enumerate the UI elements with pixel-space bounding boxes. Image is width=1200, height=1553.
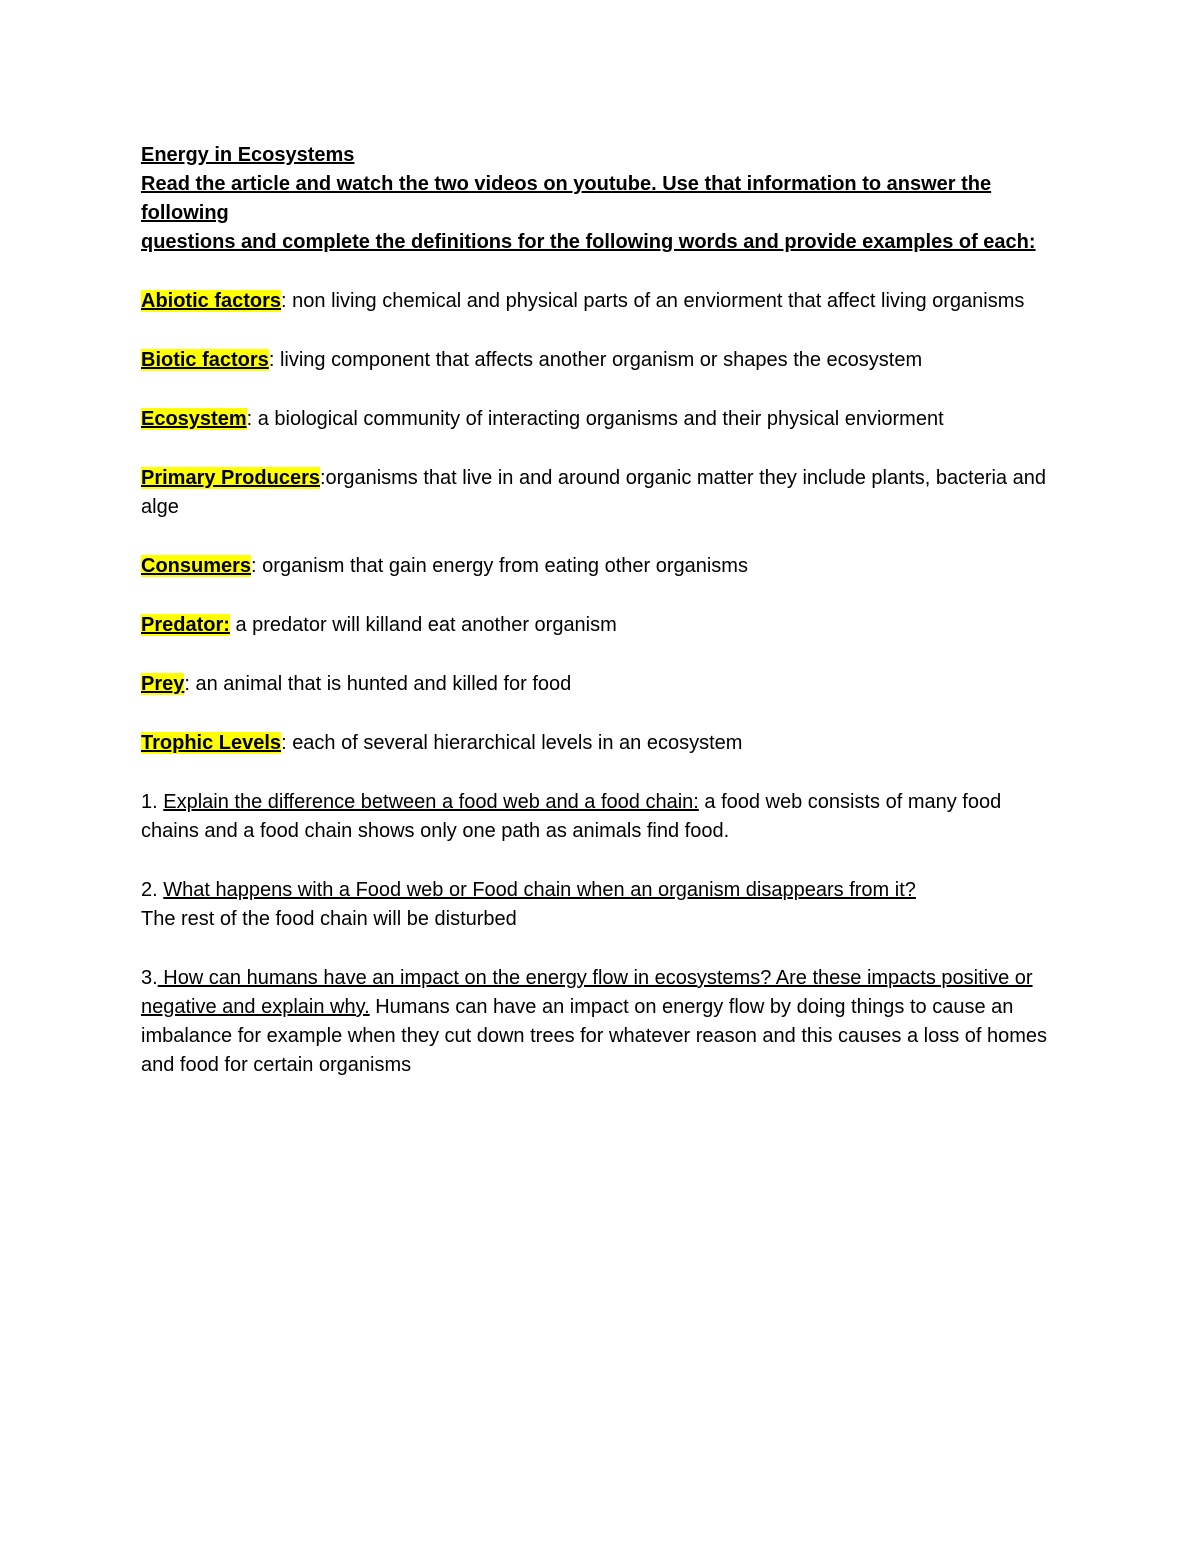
intro-block: [141, 141, 1051, 257]
definition-text: a biological community of interacting organisms and their physical enviorment: [257, 408, 944, 430]
definition-term: Consumers: [141, 555, 252, 577]
question-number: 1.: [141, 791, 164, 813]
definition-primary-producers: [141, 464, 1051, 522]
definition-ecosystem: [141, 405, 1051, 434]
definition-abiotic: [141, 287, 1051, 316]
definition-separator: :: [319, 467, 326, 489]
definition-term: Trophic Levels: [141, 732, 282, 754]
definition-predator: [141, 611, 1051, 640]
question-answer: Humans can have an impact on energy flow by doing things to cause an imbalance for example when they cut down trees for whatever reason and this causes a loss of homes and food for certain organisms: [141, 996, 1048, 1076]
question-number: 3.: [141, 967, 158, 989]
definition-trophic-levels: [141, 729, 1051, 758]
question-text: Explain the difference between a food web and a food chain:: [163, 791, 699, 813]
definition-text: organisms that live in and around organic matter they include plants, bacteria and alge: [141, 467, 1046, 518]
definition-prey: [141, 670, 1051, 699]
instructions-line-2: questions and complete the definitions for the following words and provide examples of each:: [141, 231, 1036, 253]
definition-consumers: [141, 552, 1051, 581]
question-1: [141, 788, 1051, 846]
question-text: What happens with a Food web or Food chain when an organism disappears from it?: [163, 879, 916, 901]
definition-term: Ecosystem: [141, 408, 247, 430]
definition-text: each of several hierarchical levels in an ecosystem: [292, 732, 743, 754]
definition-biotic: [141, 346, 1051, 375]
definition-separator: :: [251, 555, 263, 577]
definition-separator: :: [184, 673, 196, 695]
definition-term: Primary Producers: [141, 467, 320, 489]
definition-text: an animal that is hunted and killed for food: [195, 673, 572, 695]
definition-separator: :: [281, 732, 293, 754]
definition-text: living component that affects another organism or shapes the ecosystem: [279, 349, 923, 371]
question-text: How can humans have an impact on the energy flow in ecosystems? Are these impacts positive or negative and explain why.: [141, 967, 1033, 1018]
question-2: [141, 876, 1051, 934]
question-3: [141, 964, 1051, 1080]
definition-text: a predator will killand eat another organism: [235, 614, 617, 636]
definition-term: Predator:: [141, 614, 230, 636]
definition-term: Biotic factors: [141, 349, 269, 371]
document-title: Energy in Ecosystems: [141, 144, 355, 166]
definition-text: non living chemical and physical parts of an enviorment that affect living organisms: [292, 290, 1025, 312]
instructions-line-1: Read the article and watch the two videos on youtube. Use that information to answer the following: [141, 173, 992, 224]
question-number: 2.: [141, 879, 164, 901]
definition-term: Prey: [141, 673, 185, 695]
definition-separator: :: [268, 349, 280, 371]
definition-text: organism that gain energy from eating other organisms: [262, 555, 748, 577]
document-page: [141, 141, 1051, 1110]
definition-separator: :: [281, 290, 293, 312]
question-answer: The rest of the food chain will be disturbed: [141, 908, 517, 930]
question-answer: a food web consists of many food chains and a food chain shows only one path as animals find food.: [141, 791, 1002, 842]
definition-separator: :: [246, 408, 258, 430]
definition-term: Abiotic factors: [141, 290, 282, 312]
